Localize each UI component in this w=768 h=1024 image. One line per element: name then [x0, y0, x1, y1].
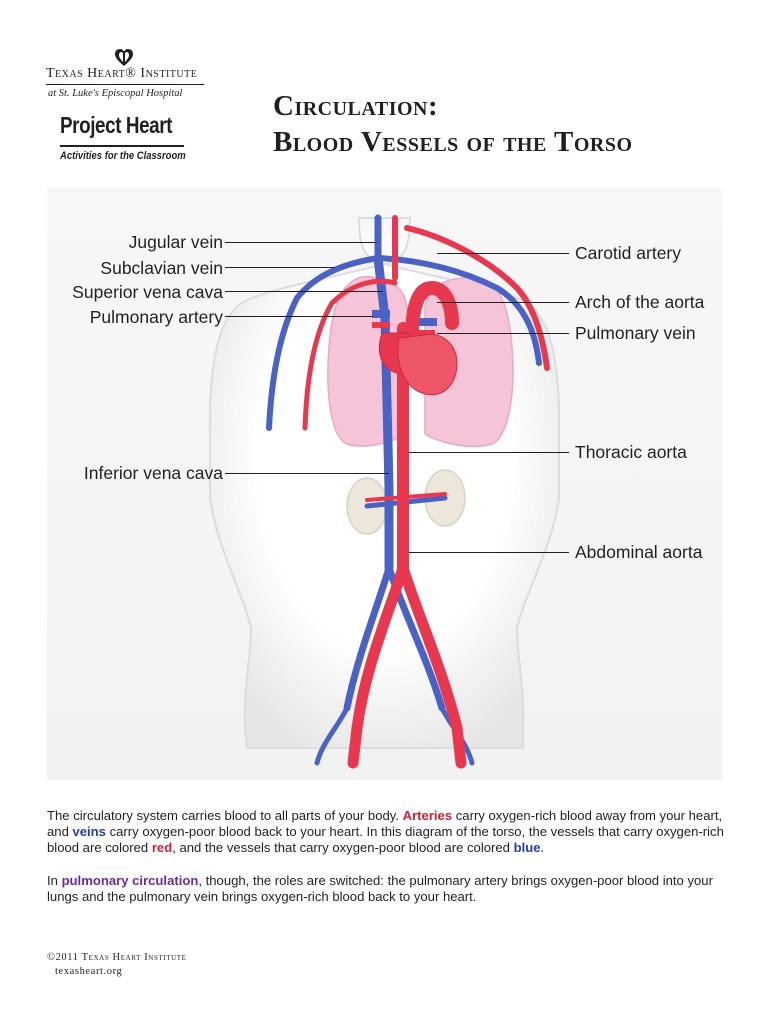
term-pulmonary-circulation: pulmonary circulation	[61, 873, 199, 888]
label-jugular-vein: Jugular vein	[128, 232, 223, 252]
term-arteries: Arteries	[402, 808, 453, 823]
explanation-text	[47, 808, 737, 922]
p1-text-b: carry oxygen-rich blood away from your heart, and	[47, 808, 723, 839]
institute-affiliation: at St. Luke's Episcopal Hospital	[48, 88, 183, 99]
label-pulmonary-artery: Pulmonary artery	[89, 307, 223, 327]
p2-text-a: In	[47, 873, 62, 888]
footer	[47, 951, 187, 979]
term-blue: blue	[513, 840, 541, 855]
term-red: red	[151, 840, 173, 855]
torso-diagram	[47, 188, 722, 780]
p1-text-e: .	[540, 840, 545, 855]
leader-arch-of-the-aorta	[437, 302, 569, 303]
leader-subclavian-vein	[225, 267, 335, 268]
p1-text-c: carry oxygen-poor blood back to your heart. In this diagram of the torso, the vessels that carry oxygen-rich blood are colored	[47, 824, 724, 855]
leader-abdominal-aorta	[409, 552, 569, 553]
label-pulmonary-vein: Pulmonary vein	[575, 323, 696, 343]
label-superior-vena-cava: Superior vena cava	[72, 282, 223, 302]
label-inferior-vena-cava: Inferior vena cava	[83, 463, 223, 483]
label-arch-of-the-aorta: Arch of the aorta	[575, 292, 705, 312]
heart-logo-icon	[113, 48, 135, 68]
label-thoracic-aorta: Thoracic aorta	[575, 442, 687, 462]
leader-superior-vena-cava	[225, 291, 383, 292]
leader-carotid-artery	[437, 253, 569, 254]
leader-inferior-vena-cava	[225, 473, 389, 474]
label-abdominal-aorta: Abdominal aorta	[575, 542, 703, 562]
label-subclavian-vein: Subclavian vein	[100, 258, 223, 278]
institute-name: Texas Heart® Institute	[46, 66, 198, 81]
project-heart-tagline: Activities for the Classroom	[60, 150, 186, 162]
website-text: texasheart.org	[55, 966, 123, 977]
project-heart-title: Project Heart	[60, 112, 173, 138]
leader-pulmonary-artery	[225, 316, 373, 317]
project-heart-divider	[60, 145, 184, 147]
page-title-line-2: Blood Vessels of the Torso	[273, 126, 633, 158]
p1-text-a: The circulatory system carries blood to all parts of your body.	[47, 808, 403, 823]
page-title-line-1: Circulation:	[273, 90, 439, 122]
leader-thoracic-aorta	[409, 452, 569, 453]
p1-text-d: , and the vessels that carry oxygen-poor blood are colored	[172, 840, 514, 855]
page-title	[273, 88, 633, 160]
label-carotid-artery: Carotid artery	[575, 243, 682, 263]
leader-pulmonary-vein	[437, 333, 569, 334]
paragraph-circulatory-system	[47, 808, 737, 856]
copyright-text: ©2011 Texas Heart Institute	[47, 952, 187, 963]
leader-jugular-vein	[225, 242, 377, 243]
term-veins: veins	[72, 824, 106, 839]
logo-divider	[46, 84, 204, 85]
p2-text-b: , though, the roles are switched: the pulmonary artery brings oxygen-poor blood into your lungs and the pulmonary vein brings oxygen-rich blood back to your heart.	[47, 873, 713, 904]
paragraph-pulmonary-circulation	[47, 873, 737, 905]
